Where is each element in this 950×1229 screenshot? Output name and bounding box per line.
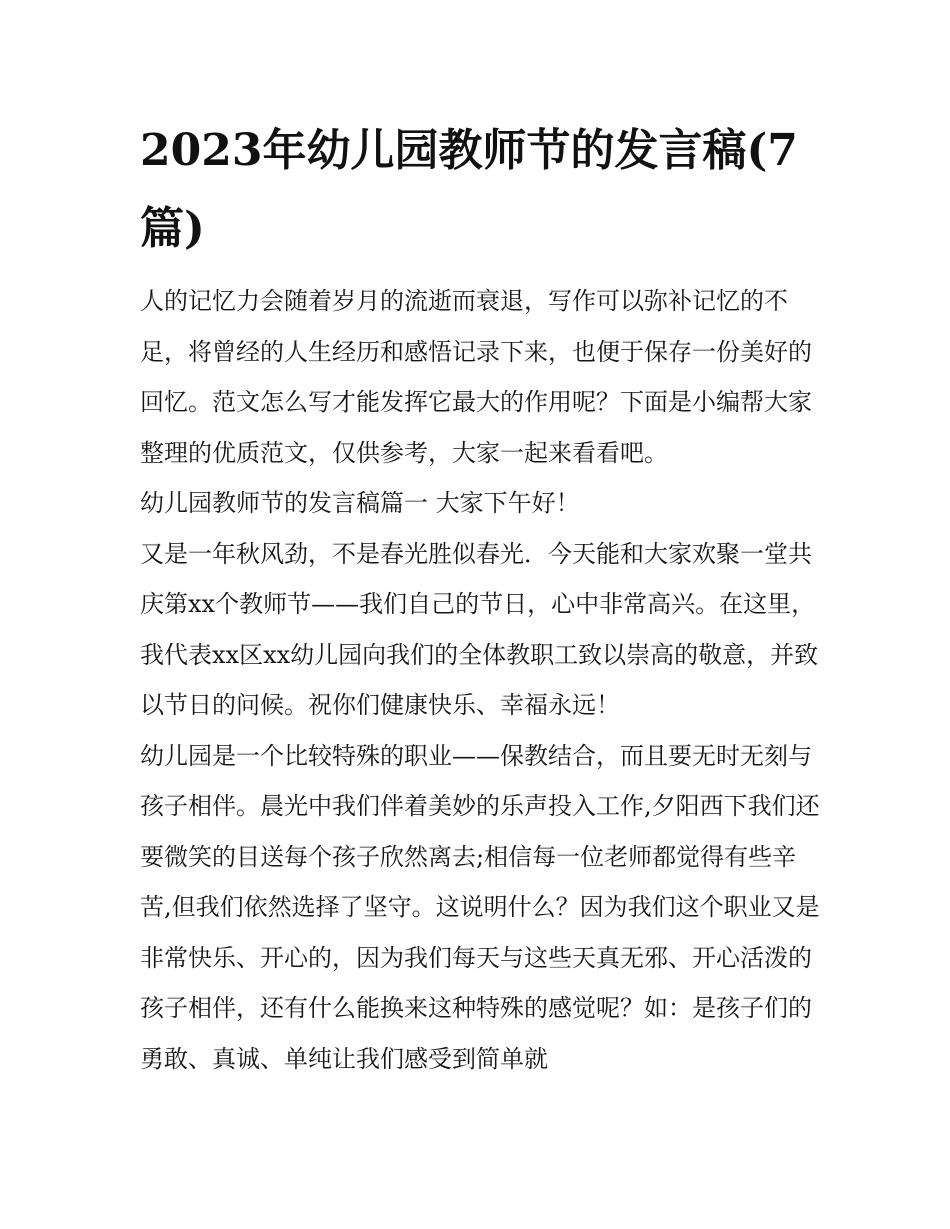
paragraph-profession: 幼儿园是一个比较特殊的职业——保教结合，而且要无时无刻与孩子相伴。晨光中我们伴着美妙的乐声投入工作,夕阳西下我们还要微笑的目送每个孩子欣然离去;相信每一位老师都觉得有些辛苦,但我们依然选择了坚守。这说明什么？因为我们这个职业又是非常快乐、开心的，因为我们每天与这些天真无邪、开心活泼的孩子相伴，还有什么能换来这种特殊的感觉呢？如：是孩子们的勇敢、真诚、单纯让我们感受到简单就 [140, 741, 820, 1073]
document-body [140, 276, 820, 1084]
document-title: 2023年幼儿园教师节的发言稿(7篇) [140, 125, 798, 254]
paragraph-intro: 人的记忆力会随着岁月的流逝而衰退，写作可以弥补记忆的不足，将曾经的人生经历和感悟记录下来，也便于保存一份美好的回忆。范文怎么写才能发挥它最大的作用呢？下面是小编帮大家整理的优质范文，仅供参考，大家一起来看看吧。 [140, 287, 812, 467]
paragraph-section-heading: 幼儿园教师节的发言稿篇一 大家下午好！ [140, 489, 580, 517]
paragraph-greeting: 又是一年秋风劲，不是春光胜似春光．今天能和大家欢聚一堂共庆第xx个教师节——我们自己的节日，心中非常高兴。在这里，我代表xx区xx幼儿园向我们的全体教职工致以崇高的敬意，并致以节日的问候。祝你们健康快乐、幸福永远！ [140, 539, 819, 719]
